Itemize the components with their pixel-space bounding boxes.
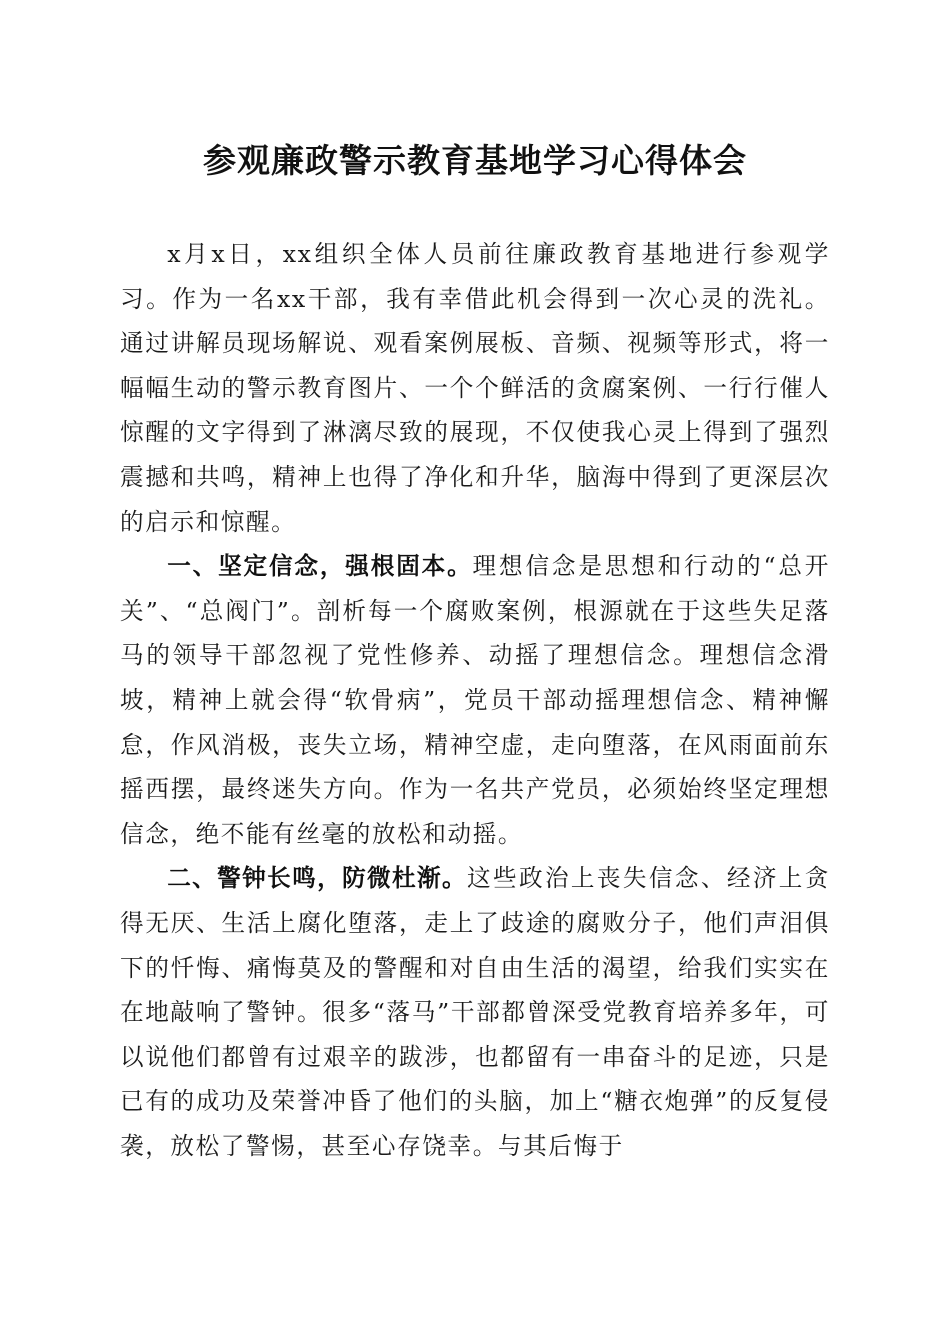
document-body — [120, 232, 830, 1168]
paragraph-text: 这些政治上丧失信念、经济上贪得无厌、生活上腐化堕落，走上了歧途的腐败分子，他们声泪俱下的忏悔、痛悔莫及的警醒和对自由生活的渴望，给我们实实在在地敲响了警钟。很多“落马”干部都曾深受党教育培养多年，可以说他们都曾有过艰辛的跋涉，也都留有一串奋斗的足迹，只是已有的成功及荣誉冲昏了他们的头脑，加上“糖衣炮弹”的反复侵袭，放松了警惕，甚至心存饶幸。与其后悔于 — [120, 864, 830, 1160]
paragraph-text: x月x日，xx组织全体人员前往廉政教育基地进行参观学习。作为一名xx干部，我有幸借此机会得到一次心灵的洗礼。通过讲解员现场解说、观看案例展板、音频、视频等形式，将一幅幅生动的警示教育图片、一个个鲜活的贪腐案例、一行行催人惊醒的文字得到了淋漓尽致的展现，不仅使我心灵上得到了强烈震撼和共鸣，精神上也得了净化和升华，脑海中得到了更深层次的启示和惊醒。 — [120, 240, 830, 536]
paragraph-section-2 — [120, 856, 830, 1168]
section-heading: 一、坚定信念，强根固本。 — [167, 552, 473, 581]
document-title: 参观廉政警示教育基地学习心得体会 — [203, 141, 747, 180]
paragraph-text: 理想信念是思想和行动的“总开关”、“总阀门”。剖析每一个腐败案例，根源就在于这些失足落马的领导干部忽视了党性修养、动摇了理想信念。理想信念滑坡，精神上就会得“软骨病”，党员干部动摇理想信念、精神懈怠，作风消极，丧失立场，精神空虚，走向堕落，在风雨面前东摇西摆，最终迷失方向。作为一名共产党员，必须始终坚定理想信念，绝不能有丝毫的放松和动摇。 — [120, 552, 831, 848]
section-heading: 二、警钟长鸣，防微杜渐。 — [167, 864, 467, 893]
paragraph-intro — [120, 232, 830, 544]
paragraph-section-1 — [120, 544, 830, 856]
